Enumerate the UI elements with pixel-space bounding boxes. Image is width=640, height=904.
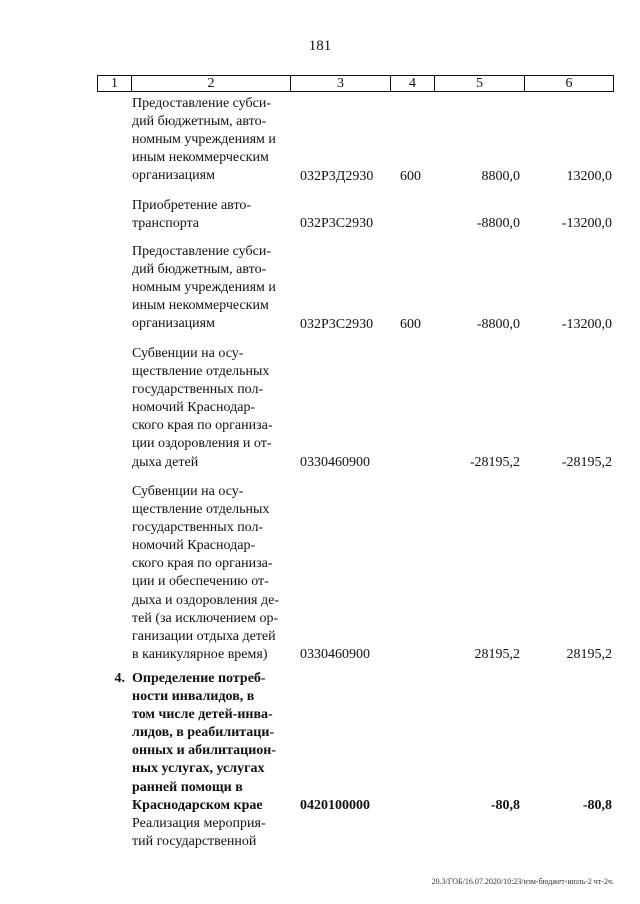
amount-col-6: -28195,2 (561, 455, 612, 470)
header-col-2: 2 (132, 76, 291, 91)
amount-col-6: 13200,0 (566, 169, 612, 184)
header-col-6: 6 (565, 76, 573, 91)
header-col-5: 5 (435, 76, 525, 91)
table-row (0, 95, 640, 186)
row-description: Реализация мероприя- тий государственной (132, 816, 266, 850)
target-article-code: 0330460900 (300, 455, 370, 470)
table-header (97, 75, 614, 92)
amount-col-5: -28195,2 (469, 455, 520, 470)
amount-col-6: -13200,0 (561, 317, 612, 332)
row-number: 4. (114, 671, 125, 686)
amount-col-6: 28195,2 (566, 647, 612, 662)
target-article-code: 032Р3С2930 (300, 216, 374, 231)
table-row (0, 815, 640, 851)
amount-col-5: -80,8 (490, 798, 520, 813)
row-description: Приобретение авто- транспорта (132, 198, 252, 232)
row-description: Предоставление субси- дий бюджетным, авто- номным учреждениям и иным некоммерческим организациям (132, 96, 276, 184)
amount-col-5: 28195,2 (474, 647, 520, 662)
header-col-1: 1 (98, 76, 132, 91)
header-col-3: 3 (291, 76, 391, 91)
row-description: Субвенции на осу- ществление отдельных государственных пол- номочий Краснодар- ского края по организа- ции оздоровления и от- дыха детей (132, 346, 273, 470)
expense-type-code: 600 (400, 169, 421, 184)
amount-col-6: -13200,0 (561, 216, 612, 231)
table-row (0, 197, 640, 233)
table-row (0, 483, 640, 664)
table-row (0, 243, 640, 334)
amount-col-6: -80,8 (582, 798, 612, 813)
amount-col-5: -8800,0 (476, 317, 520, 332)
header-col-4: 4 (391, 76, 435, 91)
expense-type-code: 600 (400, 317, 421, 332)
row-description: Определение потреб- ности инвалидов, в том числе детей-инва- лидов, в реабилитаци- онных и абилитацион- ных услугах, услугах ранней помощи в Краснодарском крае (132, 671, 277, 813)
page-number: 181 (308, 38, 332, 54)
row-description: Субвенции на осу- ществление отдельных государственных пол- номочий Краснодар- ского края по организа- ции и обеспечению от- дыха и оздоровления де- тей (за исключением ор- ганизации отдыха детей в каникулярное время) (132, 484, 279, 662)
row-description: Предоставление субси- дий бюджетным, авто- номным учреждениям и иным некоммерческим организациям (132, 244, 276, 332)
target-article-code: 0420100000 (300, 798, 370, 813)
document-footer: 20.3/ГОБ/16.07.2020/10:23/изм-бюджет-июль-2 чт-2ч. (431, 877, 614, 886)
amount-col-5: 8800,0 (481, 169, 520, 184)
amount-col-5: -8800,0 (476, 216, 520, 231)
target-article-code: 032Р3Д2930 (300, 169, 374, 184)
table-row (0, 670, 640, 815)
target-article-code: 032Р3С2930 (300, 317, 374, 332)
target-article-code: 0330460900 (300, 647, 370, 662)
table-row (0, 345, 640, 472)
